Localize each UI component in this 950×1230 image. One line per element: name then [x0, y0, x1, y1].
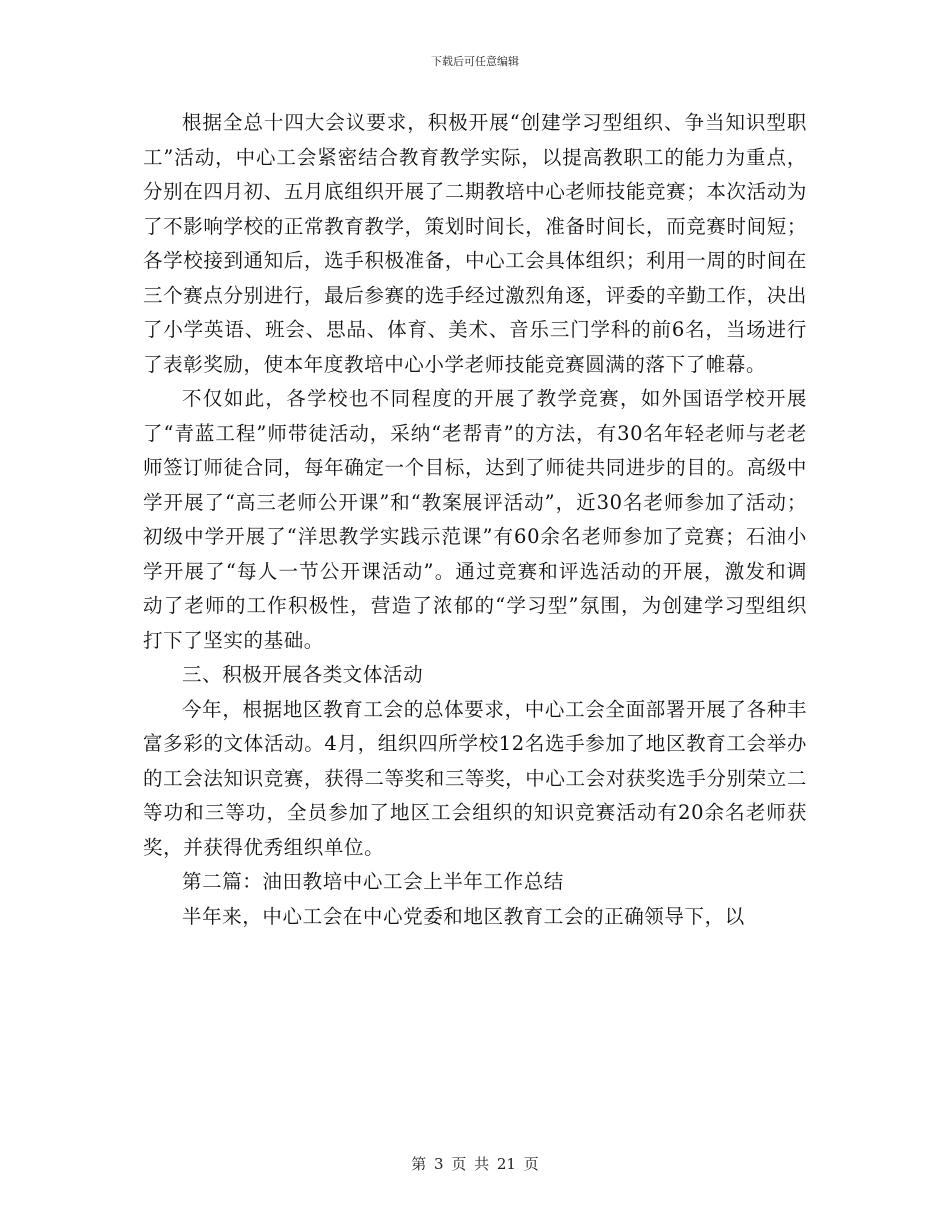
paragraph-teacher-skill-competition: 根据全总十四大会议要求，积极开展“创建学习型组织、争当知识型职工”活动，中心工会紧密结合教育教学实际，以提高教职工的能力为重点，分别在四月初、五月底组织开展了二期教培中心老师技能竞赛；本次活动为了不影响学校的正常教育教学，策划时间长，准备时间长，而竞赛时间短；各学校接到通知后，选手积极准备，中心工会具体组织；利用一周的时间在三个赛点分别进行，最后参赛的选手经过激烈角逐，评委的辛勤工作，决出了小学英语、班会、思品、体育、美术、音乐三门学科的前6名，当场进行了表彰奖励，使本年度教培中心小学老师技能竞赛圆满的落下了帷幕。 — [143, 111, 807, 376]
paragraph-cultural-sports-activities: 今年，根据地区教育工会的总体要求，中心工会全面部署开展了各种丰富多彩的文体活动。4月，组织四所学校12名选手参加了地区教育工会举办的工会法知识竞赛，获得二等奖和三等奖，中心工会对获奖选手分别荣立二等功和三等功，全员参加了地区工会组织的知识竞赛活动有20余名老师获奖，并获得优秀组织单位。 — [143, 697, 807, 859]
page-header: 下载后可任意编辑 — [431, 55, 519, 68]
paragraph-school-teaching-competitions: 不仅如此，各学校也不同程度的开展了教学竞赛，如外国语学校开展了“青蓝工程”师带徒活动，采纳“老帮青”的方法，有30名年轻老师与老老师签订师徒合同，每年确定一个目标，达到了师徒共同进步的目的。高级中学开展了“高三老师公开课”和“教案展评活动”，近30名老师参加了活动；初级中学开展了“洋思教学实践示范课”有60余名老师参加了竞赛；石油小学开展了“每人一节公开课活动”。通过竞赛和评选活动的开展，激发和调动了老师的工作积极性，营造了浓郁的“学习型”氛围，为创建学习型组织打下了坚实的基础。 — [143, 387, 807, 652]
page-number-footer: 第 3 页 共 21 页 — [411, 1155, 539, 1173]
section-heading-cultural-sports: 三、积极开展各类文体活动 — [182, 663, 424, 686]
paragraph-second-article-intro: 半年来，中心工会在中心党委和地区教育工会的正确领导下，以 — [182, 904, 745, 928]
article-title-second: 第二篇：油田教培中心工会上半年工作总结 — [182, 870, 564, 893]
document-body — [143, 106, 807, 934]
